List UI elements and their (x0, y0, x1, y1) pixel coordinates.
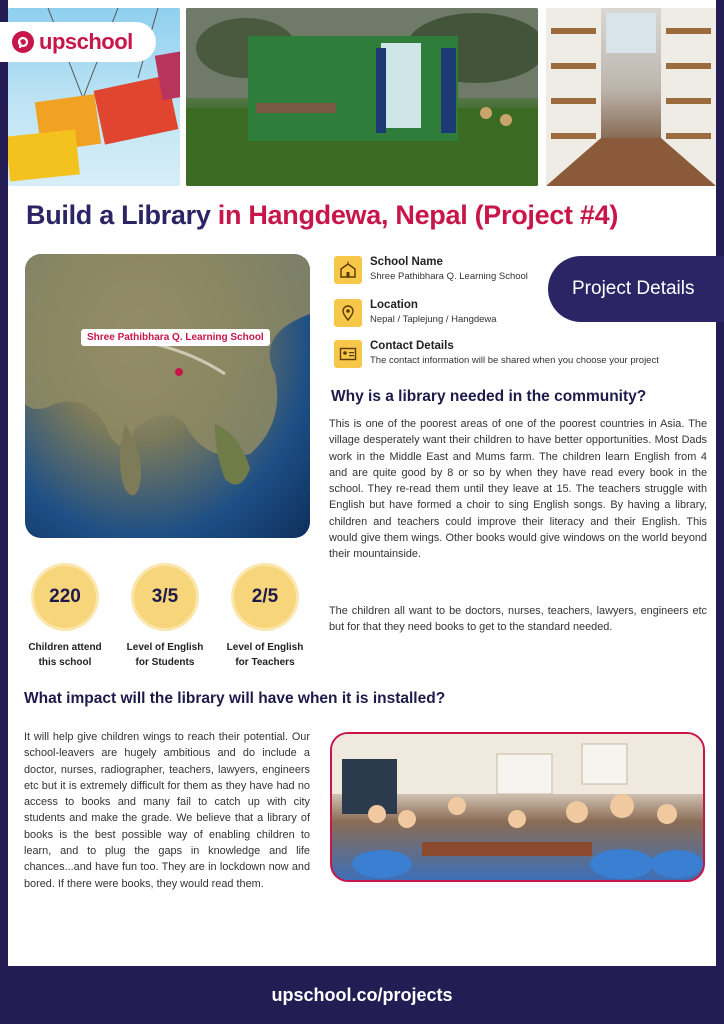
upschool-logo[interactable] (0, 22, 156, 62)
title-highlight: in Hangdewa, Nepal (Project #4) (217, 200, 619, 230)
school-name-value: Shree Pathibhara Q. Learning School (370, 271, 528, 282)
why-paragraph-1: This is one of the poorest areas of one of the poorest countries in Asia. The village desperately want their children to have better opportunities. Most Dads work in the Middle East and Mums farm. The children learn English from 4 and are quite good by 8 or so by when they have read every book in the school. They re-read them until they leave at 15. The teachers struggle with English but have formed a choir to sing English songs. By having a library, children and teachers could improve their literacy and their English. This would give them wings. Other books would give windows on the world beyond their mountainside. (329, 418, 707, 561)
library-interior-photo (546, 8, 716, 186)
stat-teachers-value: 2/5 (234, 566, 296, 628)
location-row (334, 299, 497, 327)
stat-students-english (115, 566, 215, 670)
school-building-icon (334, 256, 362, 284)
impact-heading: What impact will the library will have when it is installed? (24, 690, 446, 707)
location-map (25, 254, 310, 538)
title-main: Build a Library (26, 200, 218, 230)
stat-teachers-label-line1: Level of English (226, 642, 304, 653)
stat-teachers-label-line2: for Teachers (235, 657, 295, 668)
impact-paragraph: It will help give children wings to reach their potential. Our school-leavers are hugely ambitious and do include a doctor, nurses, radiographer, teachers, lawyers, engineers etc but it is extremely difficult for them as they have had no access to books and many fail to catch up with city students and make the grade. We believe that a library of books is the best possible way of enabling children to learn, and to plug the gaps in knowledge and life chances...and have fun too. They are in lockdown now and bored. If there were books, they would read them. (24, 731, 310, 890)
stat-children-label-line1: Children attend (28, 642, 102, 653)
logo-text: upschool (39, 29, 133, 54)
footer-url[interactable]: upschool.co/projects (271, 984, 453, 1005)
project-details-pill: Project Details (548, 256, 724, 322)
why-heading: Why is a library needed in the community? (331, 388, 647, 405)
stat-children-value: 220 (34, 566, 96, 628)
contact-card-icon (334, 340, 362, 368)
stat-children (15, 566, 115, 670)
stat-children-label-line2: this school (38, 657, 92, 668)
map-school-label: Shree Pathibhara Q. Learning School (81, 329, 270, 346)
contact-value: The contact information will be shared when you choose your project (370, 355, 659, 366)
classroom-photo (330, 732, 705, 882)
location-value: Nepal / Taplejung / Hangdewa (370, 314, 497, 325)
school-name-title: School Name (370, 256, 443, 268)
location-pin-icon (334, 299, 362, 327)
why-paragraph-2: The children all want to be doctors, nurses, teachers, lawyers, engineers etc but for that they need books to get to the standard needed. (329, 605, 707, 634)
contact-row (334, 340, 659, 368)
stat-teachers-english (215, 566, 315, 670)
school-name-row (334, 256, 528, 284)
stat-students-label-line2: for Students (135, 657, 195, 668)
stat-students-label (115, 640, 215, 670)
stat-students-value: 3/5 (134, 566, 196, 628)
location-title: Location (370, 299, 418, 311)
container-library-photo (186, 8, 538, 186)
contact-title: Contact Details (370, 340, 454, 352)
stat-students-label-line1: Level of English (126, 642, 204, 653)
stat-children-label (15, 640, 115, 670)
map-pin-icon (175, 368, 183, 376)
stat-teachers-label (215, 640, 315, 670)
upschool-logo-icon (12, 31, 34, 53)
page-title (26, 200, 618, 231)
